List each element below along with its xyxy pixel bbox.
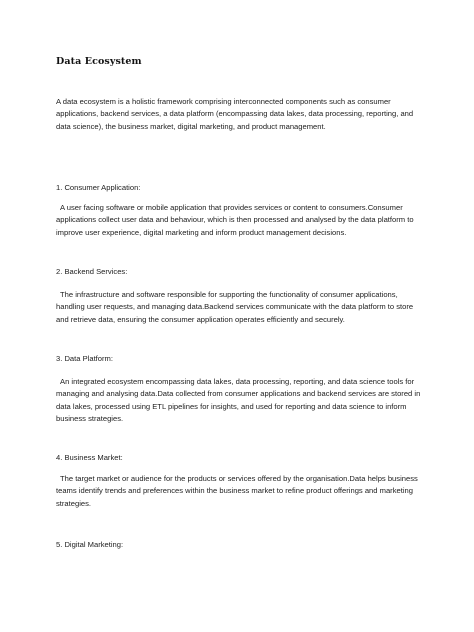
document-title: Data Ecosystem	[56, 56, 142, 67]
section-body-business-market: The target market or audience for the products or services offered by the organisation.Data helps business teams identify trends and preferences within the business market to refine product offerings and marketing strategies.	[56, 474, 418, 508]
section-heading-backend-services: 2. Backend Services:	[56, 267, 128, 276]
section-body-backend-services: The infrastructure and software responsible for supporting the functionality of consumer applications, handling user requests, and managing data.Backend services communicate with the data platform to store and retrieve data, ensuring the consumer application operates efficiently and securely.	[56, 290, 414, 324]
section-body-data-platform: An integrated ecosystem encompassing data lakes, data processing, reporting, and data science tools for managing and analysing data.Data collected from consumer applications and backend services are stored in data lakes, processed using ETL pipelines for insights, and used for reporting and data science to inform business strategies.	[56, 377, 421, 424]
section-heading-business-market: 4. Business Market:	[56, 453, 123, 462]
section-heading-data-platform: 3. Data Platform:	[56, 354, 113, 363]
section-heading-digital-marketing: 5. Digital Marketing:	[56, 540, 124, 549]
section-body-consumer-application: A user facing software or mobile application that provides services or content to consumers.Consumer applications collect user data and behaviour, which is then processed and analysed by the data platform to improve user experience, digital marketing and inform product management decisions.	[56, 203, 414, 237]
section-heading-consumer-application: 1. Consumer Application:	[56, 183, 141, 192]
intro-paragraph: A data ecosystem is a holistic framework comprising interconnected components such as consumer applications, backend services, a data platform (encompassing data lakes, data processing, reporting, and data science), the business market, digital marketing, and product management.	[56, 97, 414, 131]
